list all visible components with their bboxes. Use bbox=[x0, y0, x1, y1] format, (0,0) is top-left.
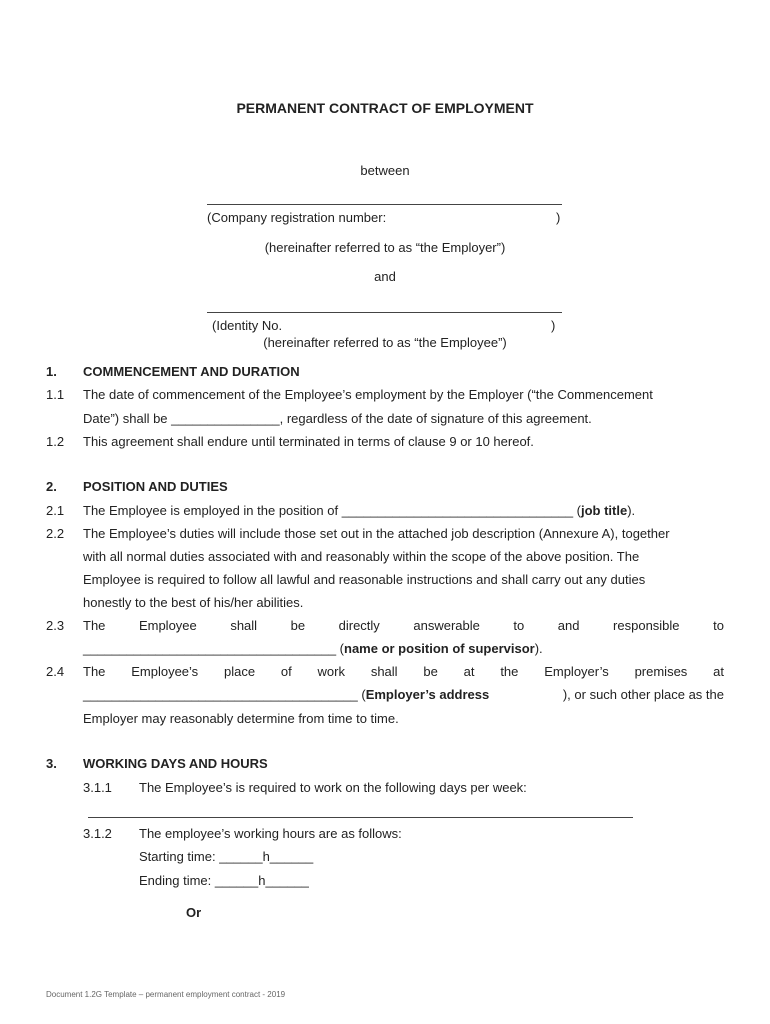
clause-2-4-word: premises bbox=[634, 664, 688, 679]
clause-1-1-line-1: The date of commencement of the Employee’s employment by the Employer (“the Commencement bbox=[83, 387, 653, 402]
clause-2-4-word: at bbox=[713, 664, 724, 679]
clause-2-3-word: responsible bbox=[613, 618, 680, 633]
clause-2-4-word: the bbox=[500, 664, 519, 679]
section-1-number: 1. bbox=[46, 364, 57, 379]
clause-1-2-text: This agreement shall endure until terminated in terms of clause 9 or 10 hereof. bbox=[83, 434, 534, 449]
employer-name-line bbox=[207, 204, 562, 205]
clause-2-4-word: work bbox=[317, 664, 345, 679]
ending-time: Ending time: ______h______ bbox=[139, 873, 309, 888]
clause-2-1-pre: The Employee is employed in the position of ________________________________ ( bbox=[83, 503, 581, 518]
clause-2-4-word: be bbox=[423, 664, 438, 679]
clause-2-1-post: ). bbox=[627, 503, 636, 518]
clause-2-3-word: directly bbox=[338, 618, 380, 633]
clause-3-1-2-number: 3.1.2 bbox=[83, 826, 112, 841]
clause-2-4-line-2 bbox=[83, 687, 724, 702]
employee-id-close: ) bbox=[551, 318, 556, 333]
clause-2-3-post: ). bbox=[534, 641, 543, 656]
clause-2-4-blank: ______________________________________ ( bbox=[83, 687, 366, 702]
employer-registration-close: ) bbox=[556, 210, 561, 225]
clause-2-3-word: answerable bbox=[413, 618, 480, 633]
clause-2-4-number: 2.4 bbox=[46, 664, 65, 679]
clause-2-4-word: of bbox=[280, 664, 292, 679]
clause-2-3-word: be bbox=[290, 618, 306, 633]
employer-registration-label: (Company registration number: bbox=[207, 210, 387, 225]
clause-2-3-blank: ___________________________________ ( bbox=[83, 641, 344, 656]
clause-2-4-post: ), or such other place as the bbox=[562, 687, 724, 702]
clause-3-1-1-number: 3.1.1 bbox=[83, 780, 112, 795]
clause-2-3-word: to bbox=[513, 618, 525, 633]
working-days-line bbox=[88, 817, 633, 818]
clause-2-3-line-2 bbox=[83, 641, 543, 656]
job-title-label: job title bbox=[581, 503, 628, 518]
clause-2-3-word: The bbox=[83, 618, 106, 633]
document-footer: Document 1.2G Template – permanent employment contract - 2019 bbox=[46, 990, 286, 999]
employee-reference: (hereinafter referred to as “the Employee”) bbox=[263, 335, 507, 350]
section-3-number: 3. bbox=[46, 756, 57, 771]
employee-name-line bbox=[207, 312, 562, 313]
clause-2-2-number: 2.2 bbox=[46, 526, 65, 541]
clause-2-4-word: place bbox=[224, 664, 256, 679]
clause-1-1-line-2: Date”) shall be _______________, regardless of the date of signature of this agreement. bbox=[83, 411, 592, 426]
clause-2-2-line-3: Employee is required to follow all lawful and reasonable instructions and shall carry out any duties bbox=[83, 572, 646, 587]
clause-2-4-word: Employer’s bbox=[544, 664, 609, 679]
or-label: Or bbox=[186, 905, 202, 920]
clause-2-4-line-1 bbox=[83, 664, 724, 679]
between-label: between bbox=[360, 163, 410, 178]
supervisor-label: name or position of supervisor bbox=[344, 641, 535, 656]
section-2-heading: POSITION AND DUTIES bbox=[83, 479, 228, 494]
employer-address-label: Employer’s address bbox=[365, 687, 490, 702]
section-2-number: 2. bbox=[46, 479, 57, 494]
clause-2-3-word: and bbox=[557, 618, 580, 633]
clause-2-3-line-1 bbox=[83, 618, 724, 633]
and-label: and bbox=[374, 269, 396, 284]
clause-1-1-number: 1.1 bbox=[46, 387, 65, 402]
clause-3-1-2-text: The employee’s working hours are as follows: bbox=[139, 826, 402, 841]
clause-1-2-number: 1.2 bbox=[46, 434, 65, 449]
section-1-heading: COMMENCEMENT AND DURATION bbox=[83, 364, 300, 379]
document-title: PERMANENT CONTRACT OF EMPLOYMENT bbox=[236, 100, 534, 116]
employer-reference: (hereinafter referred to as “the Employer”) bbox=[264, 240, 506, 255]
section-3-heading: WORKING DAYS AND HOURS bbox=[83, 756, 268, 771]
clause-2-4-word: at bbox=[463, 664, 475, 679]
clause-2-3-word: Employee bbox=[138, 618, 197, 633]
clause-2-2-line-2: with all normal duties associated with and reasonably within the scope of the above position. The bbox=[83, 549, 640, 564]
clause-2-4-word: shall bbox=[370, 664, 398, 679]
clause-2-2-line-1: The Employee’s duties will include those set out in the attached job description (Annexure A), together bbox=[83, 526, 670, 541]
clause-2-4-word: Employee’s bbox=[131, 664, 199, 679]
clause-2-3-word: to bbox=[713, 618, 724, 633]
starting-time: Starting time: ______h______ bbox=[139, 849, 314, 864]
clause-2-3-word: shall bbox=[230, 618, 258, 633]
clause-2-4-line-3: Employer may reasonably determine from time to time. bbox=[83, 711, 399, 726]
clause-2-2-line-4: honestly to the best of his/her abilities. bbox=[83, 595, 304, 610]
clause-2-3-number: 2.3 bbox=[46, 618, 65, 633]
clause-2-1-text bbox=[83, 503, 635, 518]
clause-2-4-word: The bbox=[83, 664, 106, 679]
clause-3-1-1-text: The Employee’s is required to work on the following days per week: bbox=[139, 780, 527, 795]
employee-id-label: (Identity No. bbox=[212, 318, 283, 333]
clause-2-1-number: 2.1 bbox=[46, 503, 65, 518]
